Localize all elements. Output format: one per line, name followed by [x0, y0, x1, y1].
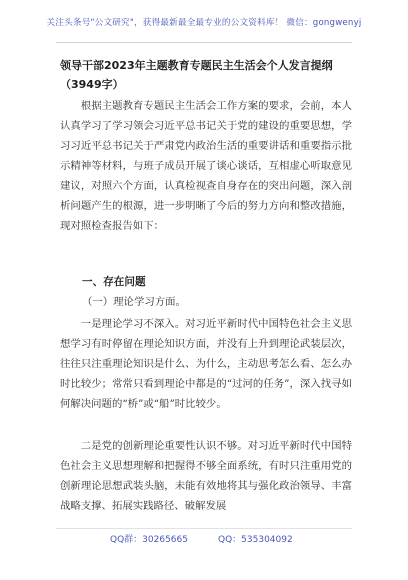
intro-paragraph: 根据主题教育专题民主生活会工作方案的要求，会前，本人认真学习了学习领会习近平总书记关于党的建设的重要思想，学习习近平总书记关于严肃党内政治生活的重要讲话和重要指示批示精神等材料，与班子成员开展了谈心谈话，互相虚心听取意见建议，对照六个方面，认真检视查自身存在的突出问题，深入剖析问题产生的根源，进一步明晰了今后的努力方向和整改措施，现对照检查报告如下： — [60, 100, 352, 232]
footer-qq-group: QQ群：30265665 — [110, 535, 188, 545]
footer-qq: QQ：535304092 — [218, 535, 293, 545]
footer — [0, 532, 408, 552]
subsection-heading: （一）理论学习方面。 — [82, 296, 186, 308]
header-banner: 关注头条号"公文研究"，获得最新最全最专业的公文资料库！ 微信：gongwenyj — [46, 18, 362, 28]
title-line-2: （3949字） — [60, 78, 124, 91]
title-line-1: 领导干部2023年主题教育专题民主生活会个人发言提纲 — [60, 59, 333, 72]
paragraph-1: 一是理论学习不深入。对习近平新时代中国特色社会主义思想学习有时停留在理论知识方面，并没有上升到理论武装层次，往往只注重理论知识是什么、为什么，主动思考怎么看、怎么办时比较少；常常只看到理论中都是的“过河的任务”，深入找寻如何解决问题的“桥”或“船”时比较少。 — [60, 318, 352, 410]
header-divider — [56, 42, 352, 43]
document-title — [60, 56, 360, 94]
section-heading: 一、存在问题 — [82, 276, 146, 288]
footer-divider — [56, 528, 352, 529]
paragraph-2: 二是党的创新理论重要性认识不够。对习近平新时代中国特色社会主义思想理解和把握得不够全面系统，有时只注重用党的创新理论思想武装头脑，未能有效地将其与强化政治领导、丰富战略支撑、拓展实践路径、破解发展 — [60, 440, 352, 512]
